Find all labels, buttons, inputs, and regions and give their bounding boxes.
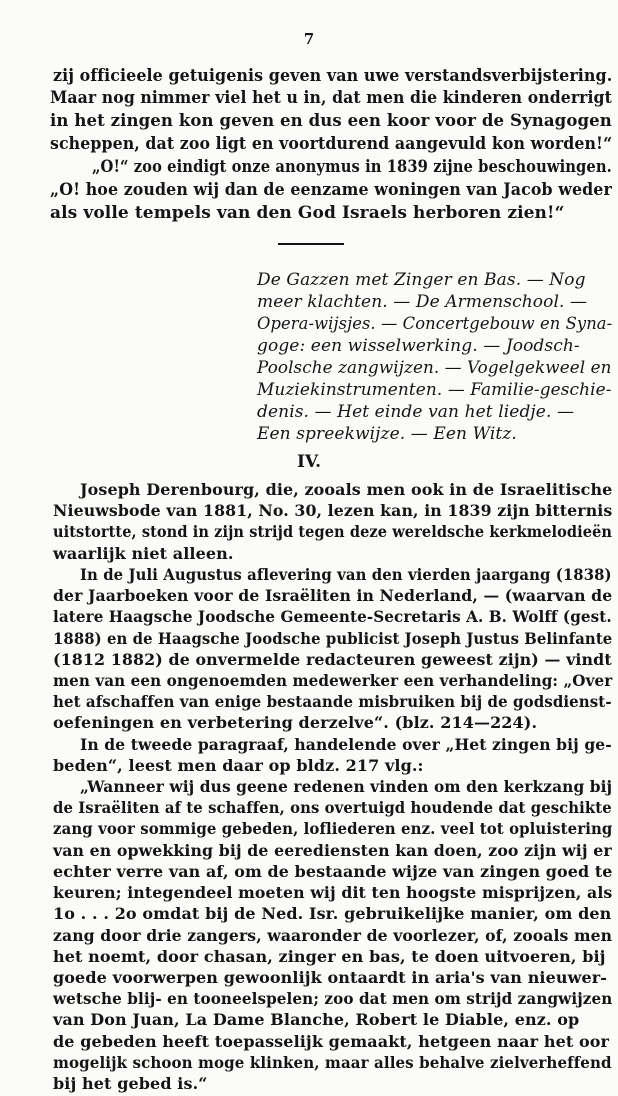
summary-line: De Gazzen met Zinger en Bas. — Nog xyxy=(257,270,586,290)
text-line: de Israëliten af te schaffen, ons overtuigd houdende dat geschikte xyxy=(53,798,612,817)
page-number: 7 xyxy=(303,30,315,48)
text-line: zij officieele getuigenis geven van uwe verstandsverbijstering. xyxy=(53,66,613,86)
summary-line: goge: een wisselwerking. — Joodsch- xyxy=(257,336,580,356)
text-line: van en opwekking bij de eerediensten kan doen, zoo zijn wij er xyxy=(53,841,612,860)
summary-line: Poolsche zangwijzen. — Vogelgekweel en xyxy=(257,358,612,378)
summary-line: denis. — Het einde van het liedje. — xyxy=(257,402,575,422)
text-line: Maar nog nimmer viel het u in, dat men die kinderen onderrigt xyxy=(50,88,612,108)
text-line: wetsche blij- en tooneelspelen; zoo dat men om strijd zangwijzen xyxy=(53,989,613,1008)
section-divider xyxy=(278,243,344,245)
text-line: scheppen, dat zoo ligt en voortdurend aangevuld kon worden!“ xyxy=(50,134,613,154)
text-line: „Wanneer wij dus geene redenen vinden om den kerkzang bij xyxy=(80,777,613,796)
text-line: echter verre van af, om de bestaande wijze van zingen goed te xyxy=(53,862,613,881)
text-line: in het zingen kon geven en dus een koor voor de Synagogen xyxy=(50,111,612,131)
text-line: de gebeden heeft toepasselijk gemaakt, hetgeen naar het oor xyxy=(53,1032,610,1051)
summary-line: Muziekinstrumenten. — Familie-geschie- xyxy=(257,380,612,400)
text-line: oefeningen en verbetering derzelve“. (blz. 214—224). xyxy=(53,713,538,732)
text-line: uitstortte, stond in zijn strijd tegen deze wereldsche kerkmelodieën xyxy=(53,522,613,541)
text-line: zang voor sommige gebeden, lofliederen enz. veel tot opluistering xyxy=(53,819,613,838)
text-line: In de tweede paragraaf, handelende over „Het zingen bij ge- xyxy=(80,735,612,754)
text-line: Joseph Derenbourg, die, zooals men ook in de Israelitische xyxy=(80,480,613,499)
text-line: van Don Juan, La Dame Blanche, Robert le Diable, enz. op xyxy=(53,1010,580,1029)
summary-line: meer klachten. — De Armenschool. — xyxy=(257,292,588,312)
text-line: keuren; integendeel moeten wij dit ten hoogste misprijzen, als xyxy=(53,883,613,902)
text-line: Nieuwsbode van 1881, No. 30, lezen kan, in 1839 zijn bitternis xyxy=(53,501,613,520)
text-line: bij het gebed is.“ xyxy=(53,1074,208,1093)
text-line: der Jaarboeken voor de Israëliten in Nederland, — (waarvan de xyxy=(53,586,613,605)
text-line: In de Juli Augustus aflevering van den vierden jaargang (1838) xyxy=(80,565,612,584)
text-line: 1o . . . 2o omdat bij de Ned. Isr. gebruikelijke manier, om den xyxy=(53,904,612,923)
text-line: latere Haagsche Joodsche Gemeente-Secretaris A. B. Wolff (gest. xyxy=(53,607,612,626)
text-line: als volle tempels van den God Israels herboren zien!“ xyxy=(50,203,565,223)
text-line: het noemt, door chasan, zinger en bas, te doen uitvoeren, bij xyxy=(53,947,606,966)
text-line: 1888) en de Haagsche Joodsche publicist Joseph Justus Belinfante xyxy=(53,629,613,648)
summary-line: Opera-wijsjes. — Concertgebouw en Syna- xyxy=(257,314,613,334)
text-line: (1812 1882) de onvermelde redacteuren geweest zijn) — vindt xyxy=(53,650,612,669)
text-line: men van een ongenoemden medewerker een verhandeling: „Over xyxy=(53,671,613,690)
text-line: „O! hoe zouden wij dan de eenzame woningen van Jacob weder xyxy=(50,180,612,200)
summary-line: Een spreekwijze. — Een Witz. xyxy=(257,424,517,444)
text-line: zang door drie zangers, waaronder de voorlezer, of, zooals men xyxy=(53,926,613,945)
text-line: beden“, leest men daar op bldz. 217 vlg.: xyxy=(53,756,424,775)
text-line: goede voorwerpen gewoonlijk ontaardt in aria's van nieuwer- xyxy=(53,968,608,987)
text-line: het afschaffen van enige bestaande misbruiken bij de godsdienst- xyxy=(53,692,612,711)
text-line: mogelijk schoon moge klinken, maar alles behalve zielverheffend xyxy=(53,1053,612,1072)
section-heading: IV. xyxy=(296,452,322,472)
text-line: waarlijk niet alleen. xyxy=(53,544,234,563)
text-line: „O!“ zoo eindigt onze anonymus in 1839 zijne beschouwingen. xyxy=(92,157,612,177)
